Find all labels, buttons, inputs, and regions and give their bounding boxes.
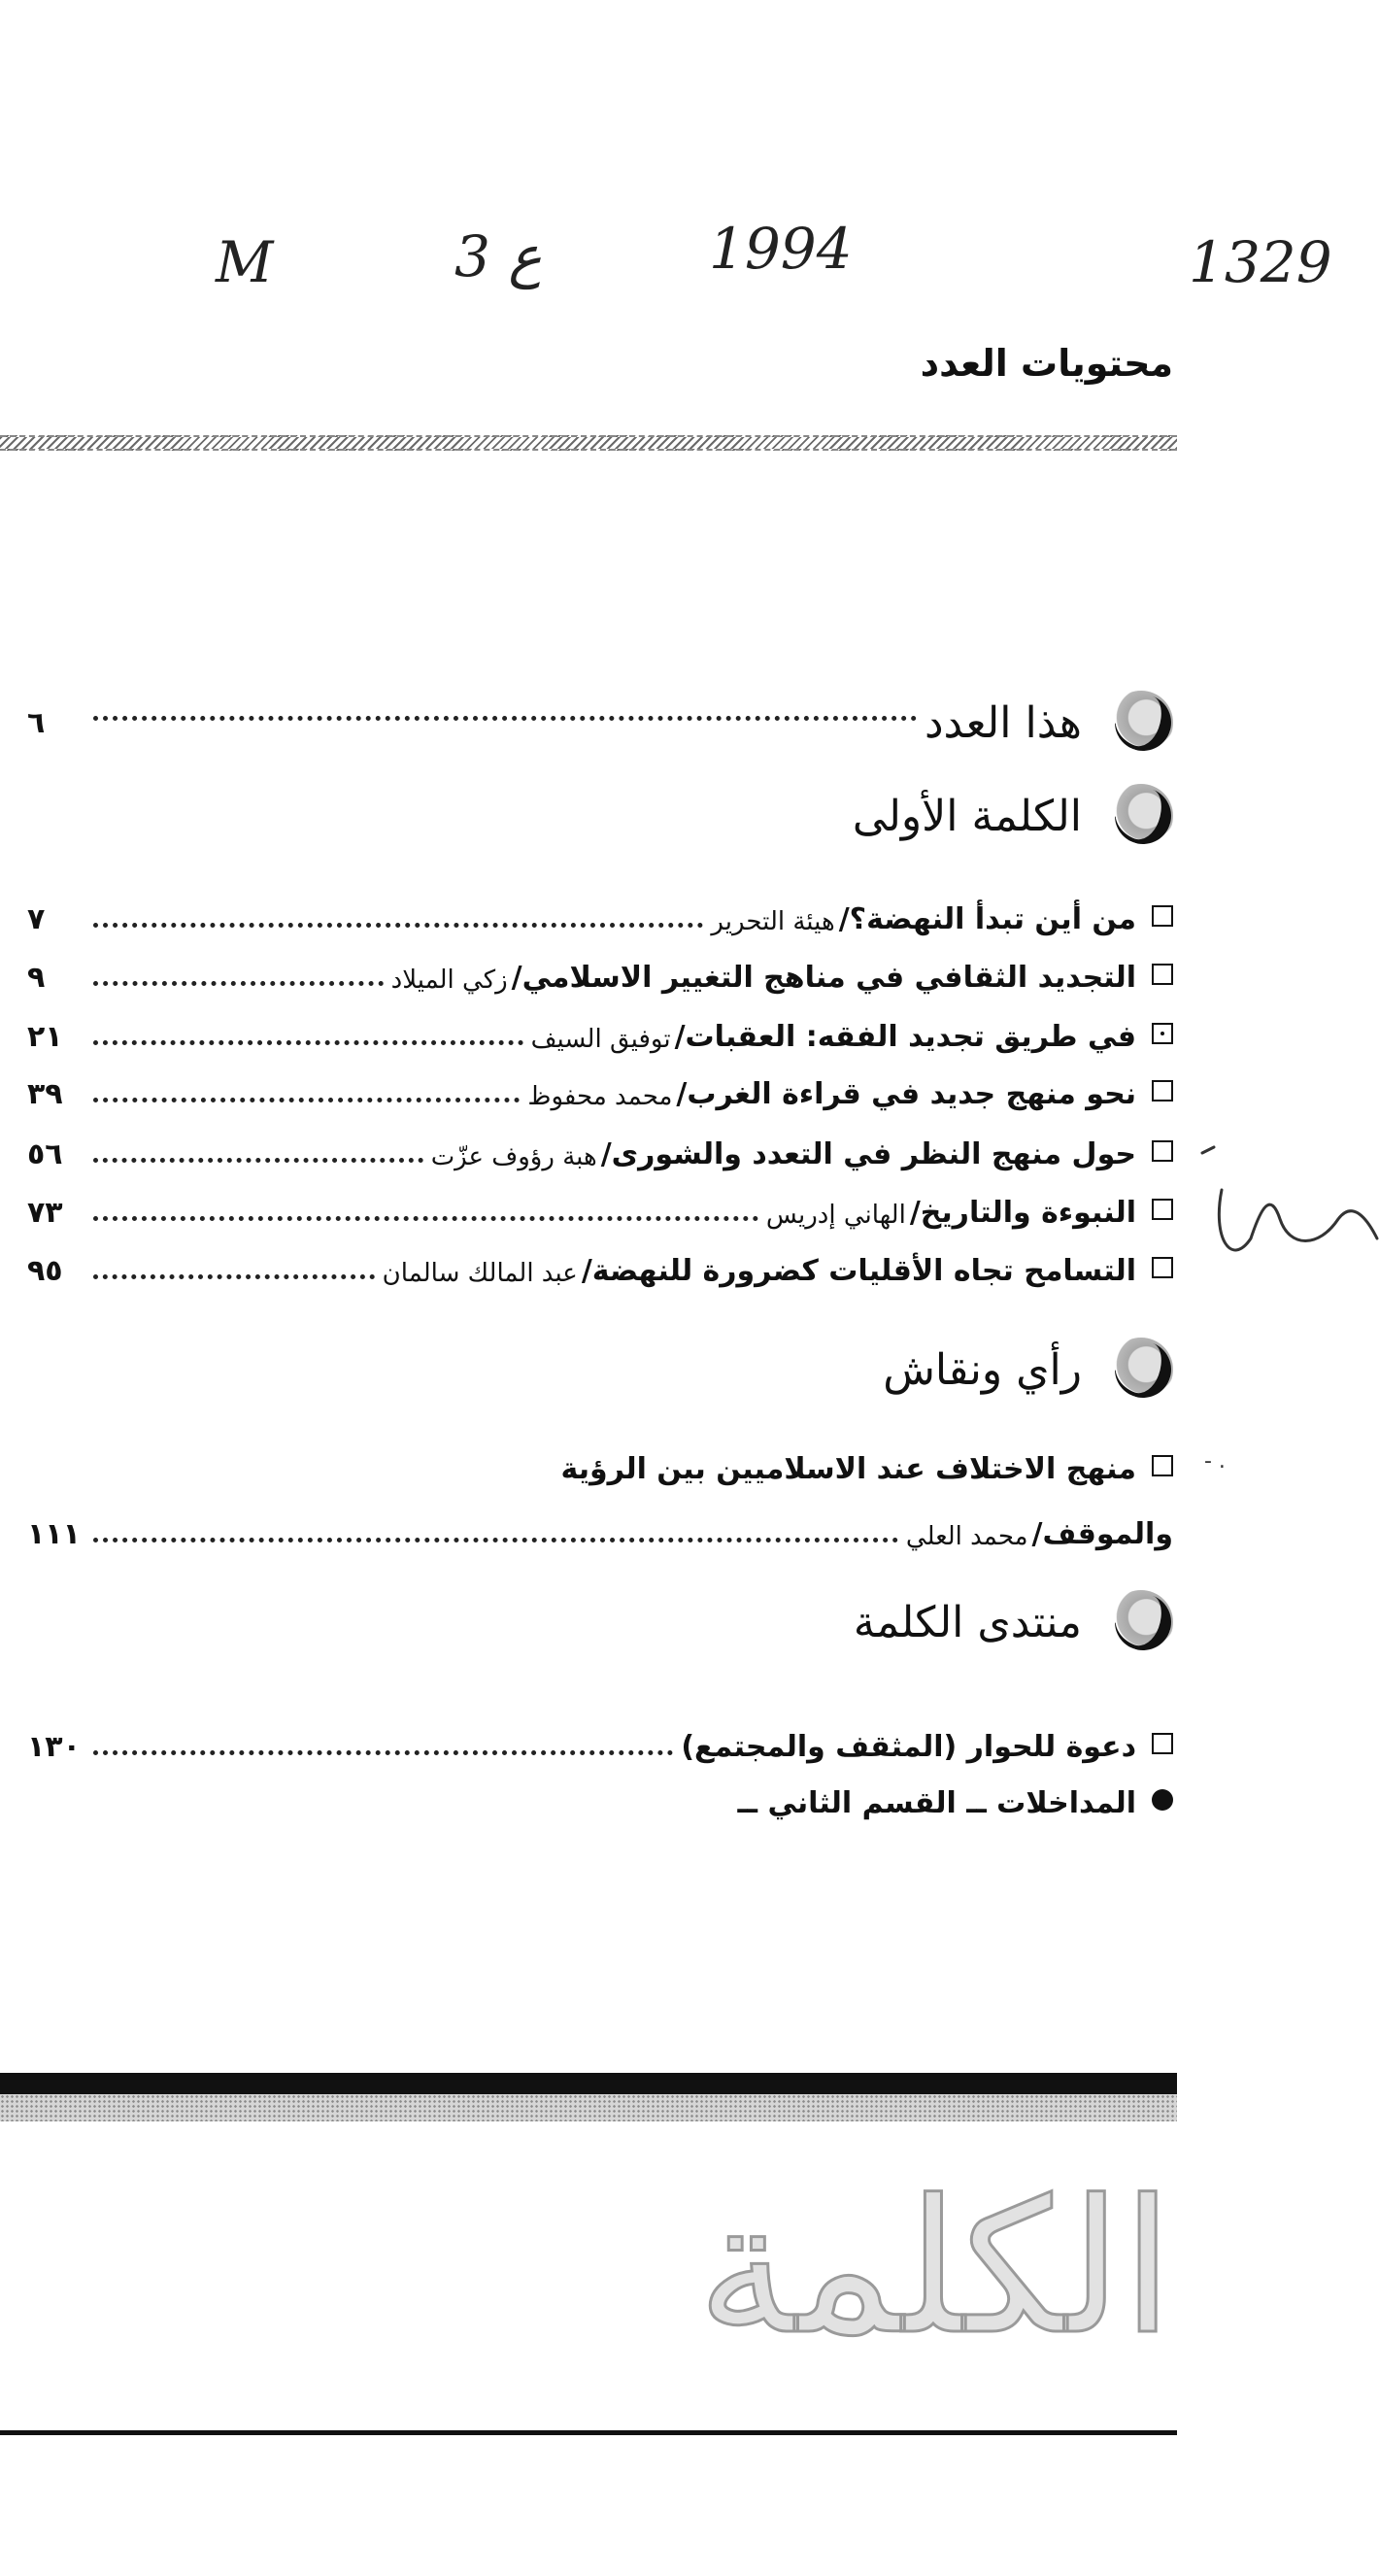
page-number: ٧ (27, 902, 46, 936)
checkbox-icon (1152, 905, 1173, 927)
footer-thin-rule (0, 2430, 1177, 2435)
entry-title: في طريق تجديد الفقه: العقبات/ (674, 1020, 1136, 1054)
toc-entry (27, 1770, 1173, 1820)
section-title: منتدى الكلمة (853, 1597, 1082, 1647)
margin-mark: - . (1204, 1449, 1226, 1474)
dot-leader (93, 981, 384, 986)
toc-entry-line1 (27, 1436, 1173, 1486)
checkbox-icon (1152, 1257, 1173, 1278)
page-number: ٣٩ (27, 1077, 63, 1111)
handwritten-scribble-icon (1193, 1132, 1379, 1287)
page-number: ٢١ (27, 1020, 63, 1054)
checkbox-icon (1152, 1455, 1173, 1476)
checkbox-icon (1152, 1199, 1173, 1220)
entry-title: النبوءة والتاريخ/ (909, 1196, 1136, 1230)
bullet-icon (1152, 1789, 1173, 1811)
entry-title: منهج الاختلاف عند الاسلاميين بين الرؤية (560, 1452, 1136, 1486)
entry-title: والموقف/ (1031, 1517, 1173, 1551)
section-first-word (853, 777, 1173, 855)
section-bullet-icon (1109, 1590, 1173, 1654)
entry-author: عبد المالك سالمان (382, 1259, 578, 1288)
checkbox-icon (1152, 1080, 1173, 1102)
page-number: ٥٦ (27, 1137, 63, 1171)
toc-entry (27, 1121, 1173, 1171)
page-number: ١١١ (27, 1517, 81, 1551)
page-title: محتويات العدد (920, 342, 1173, 385)
entry-author: محمد العلي (905, 1522, 1028, 1551)
dot-leader (93, 1538, 898, 1542)
entry-title: دعوة للحوار (المثقف والمجتمع) (681, 1730, 1136, 1764)
dot-leader (93, 1750, 673, 1755)
entry-author: هبة رؤوف عزّت (430, 1142, 597, 1171)
section-bullet-icon (1109, 784, 1173, 848)
section-bullet-icon (1109, 1338, 1173, 1402)
dot-leader (93, 1158, 423, 1163)
toc-entry (27, 886, 1173, 936)
checkbox-icon (1152, 1140, 1173, 1162)
toc-entry (27, 1061, 1173, 1111)
entry-author: زكي الميلاد (390, 966, 508, 995)
section-title: هذا العدد (924, 697, 1082, 748)
page-number: ٩ (27, 961, 46, 995)
footer-black-bar (0, 2073, 1177, 2094)
section-forum (854, 1583, 1173, 1661)
section-opinion (883, 1331, 1173, 1408)
entry-author: هيئة التحرير (711, 907, 835, 936)
page-number: ٩٥ (27, 1254, 63, 1288)
dot-leader (93, 1098, 520, 1102)
entry-author: محمد محفوظ (527, 1082, 673, 1111)
dot-leader (93, 923, 703, 928)
checkbox-icon (1152, 964, 1173, 985)
toc-entry (27, 944, 1173, 995)
toc-entry (27, 1179, 1173, 1230)
entry-title: نحو منهج جديد في قراءة الغرب/ (676, 1077, 1136, 1111)
checkbox-icon (1152, 1023, 1173, 1044)
toc-entry (27, 1003, 1173, 1054)
entry-title: التسامح تجاه الأقليات كضرورة للنهضة/ (581, 1254, 1136, 1288)
entry-title: من أين تبدأ النهضة؟/ (838, 902, 1136, 936)
entry-title: حول منهج النظر في التعدد والشورى/ (600, 1137, 1136, 1171)
toc-entry (27, 1713, 1173, 1764)
handwritten-note-2: 3 ع (454, 223, 542, 289)
handwritten-note-4: 1329 (1189, 229, 1332, 295)
section-bullet-icon (1109, 691, 1173, 755)
entry-author: الهاني إدريس (765, 1201, 906, 1230)
hatched-divider (0, 435, 1177, 451)
entry-title: المداخلات ــ القسم الثاني ــ (737, 1786, 1136, 1820)
page-number: ٧٣ (27, 1196, 63, 1230)
section-title: الكلمة الأولى (852, 791, 1082, 841)
page-number: ٦ (27, 705, 46, 740)
section-title: رأي ونقاش (883, 1344, 1082, 1395)
dot-leader (93, 1216, 758, 1221)
dot-leader (93, 1274, 375, 1279)
dot-leader (93, 716, 917, 721)
dot-leader (93, 1040, 523, 1045)
handwritten-note-3: 1994 (709, 216, 853, 282)
toc-entry-line2 (27, 1501, 1173, 1551)
checkbox-icon (1152, 1733, 1173, 1754)
entry-author: توفيق السيف (530, 1025, 671, 1054)
page-number: ١٣٠ (27, 1730, 81, 1764)
entry-title: التجديد الثقافي في مناهج التغيير الاسلامي/ (511, 961, 1136, 995)
handwritten-note-1: M (216, 229, 274, 295)
footer-halftone-bar (0, 2094, 1177, 2121)
magazine-logo: الكلمة (696, 2160, 1173, 2375)
section-this-issue (27, 684, 1173, 762)
toc-entry (27, 1237, 1173, 1288)
